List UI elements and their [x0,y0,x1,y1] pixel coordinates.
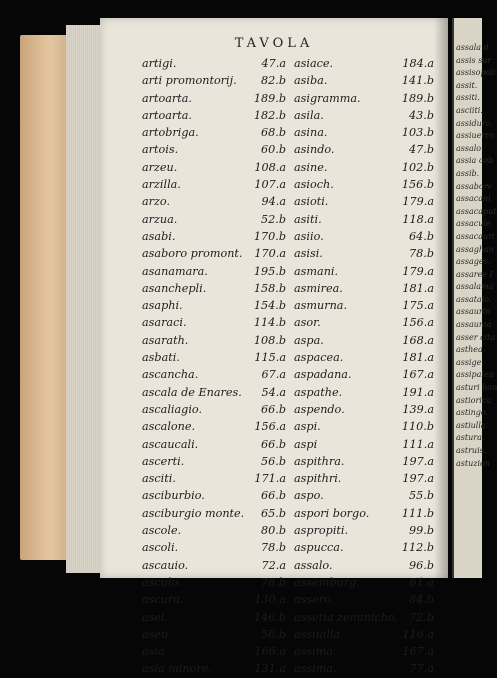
index-term: asioti. [294,195,329,209]
index-entry [294,159,434,176]
next-page-fragment: assit. [456,80,478,90]
index-page-ref: 66.b [261,489,286,503]
index-page-ref: 156.a [402,316,434,330]
next-page-fragment: assaurin [456,307,491,317]
index-entry [142,141,286,158]
index-entry [294,539,434,556]
index-page-ref: 139.a [402,402,434,416]
index-term: asmurna. [294,299,348,313]
index-entry [294,574,434,591]
index-page-ref: 141.b [401,74,434,88]
index-page-ref: 189.b [401,91,434,105]
next-page-fragment: assipalea [456,370,494,380]
index-page-ref: 171.a [254,472,286,486]
index-term: assetia zeminicho. [294,610,399,624]
index-entry [294,349,434,366]
index-entry [142,470,286,487]
index-term: ascura. [142,593,184,607]
index-page-ref: 166.a [254,645,286,659]
next-page-edge [452,18,497,578]
index-term: assima. [294,645,337,659]
index-entry [294,90,434,107]
index-entry [142,574,286,591]
index-term: asiace. [294,57,334,70]
index-page-ref: 78.b [409,247,434,261]
index-page-ref: 112.b [401,541,434,555]
index-page-ref: 167.a [402,368,434,382]
index-entry [294,297,434,314]
index-term: assiuilla. [294,627,344,641]
index-page-ref: 181.a [402,351,434,365]
index-term: asmirea. [294,281,343,295]
next-page-fragment: assiti. [456,93,480,103]
index-page-ref: 68.b [261,126,286,140]
index-entry [142,55,286,72]
index-page-ref: 80.b [261,524,286,538]
index-term: aspadana. [294,368,352,382]
index-page-ref: 130.a [254,593,286,607]
index-entry [294,487,434,504]
index-entry [294,643,434,660]
index-term: ascaliagio. [142,402,203,416]
index-term: aseu. [142,627,172,641]
index-page-ref: 102.b [401,160,434,174]
index-entry [294,470,434,487]
index-term: asbati. [142,351,180,365]
index-page-ref: 167.a [402,645,434,659]
index-term: asiio. [294,229,324,243]
next-page-fragment: assis sur [456,55,492,65]
index-entry [142,609,286,626]
index-entry [294,280,434,297]
index-entry [294,522,434,539]
next-page-fragment: assala d [456,43,489,52]
index-term: asigramma. [294,91,361,105]
index-entry [142,107,286,124]
next-page-fragment: assiduro. [456,118,493,128]
index-page-ref: 114.b [253,316,286,330]
index-entry [294,141,434,158]
index-page-ref: 66.b [261,402,286,416]
index-page-ref: 107.a [254,178,286,192]
next-page-fragment: asturi bon [456,383,497,393]
index-page-ref: 154.b [253,299,286,313]
index-page-ref: 103.b [401,126,434,140]
index-page-ref: 61.a [409,575,434,589]
index-page-ref: 181.a [402,281,434,295]
index-page-ref: 108.a [254,160,286,174]
next-page-fragment: assisopoli [456,68,496,78]
index-entry [142,401,286,418]
index-entry [142,228,286,245]
index-page-ref: 56.b [261,454,286,468]
index-term: asaraci. [142,316,187,330]
next-page-fragment: assacaput [456,206,497,216]
index-entry [142,245,286,262]
index-term: asiba. [294,74,328,88]
index-entry [142,297,286,314]
next-page-fragment: assaree I [456,269,493,279]
index-page-ref: 170.a [254,247,286,261]
index-term: aspi [294,437,318,451]
index-page-ref: 64.b [409,229,434,243]
index-page-ref: 72.b [409,610,434,624]
index-page-ref: 84.b [409,593,434,607]
index-page-ref: 189.b [253,91,286,105]
index-term: asciti. [142,472,176,486]
next-page-fragment: assabore [456,181,493,191]
next-page-fragment: assiuerro. [456,131,497,141]
index-entry [142,176,286,193]
index-entry [294,314,434,331]
index-page-ref: 179.a [402,264,434,278]
index-entry [142,626,286,643]
index-entry [142,263,286,280]
index-term: asanamara. [142,264,208,278]
index-term: aspacea. [294,351,344,365]
index-term: assemburg. [294,575,360,589]
index-entry [142,124,286,141]
index-page-ref: 99.b [409,524,434,538]
index-term: asor. [294,316,321,330]
index-term: ascala de Enares. [142,385,242,399]
index-entry [142,366,286,383]
index-entry [294,505,434,522]
index-page-ref: 94.a [261,195,286,209]
index-entry [142,314,286,331]
index-term: asaphi. [142,299,183,313]
index-entry [142,332,286,349]
index-entry [294,591,434,608]
index-entry [294,176,434,193]
index-page-ref: 65.b [261,506,286,520]
index-page-ref: 175.a [402,299,434,313]
index-term: aspa. [294,333,324,347]
index-page-ref: 156.b [401,178,434,192]
index-term: aspropiti. [294,524,349,538]
index-term: ascancha. [142,368,199,382]
index-page-ref: 52.b [261,212,286,226]
next-page-fragment: astiorica [456,395,492,405]
index-term: asila. [294,108,324,122]
index-term: assalo. [294,558,333,572]
index-term: aspucca. [294,541,344,555]
index-entry [142,591,286,608]
index-entry [294,384,434,401]
index-page-ref: 60.b [261,143,286,157]
next-page-fragments [454,18,497,470]
index-entry [142,643,286,660]
index-term: arzeu. [142,160,178,174]
index-term: asina. [294,126,328,140]
page-header: TAVOLA [234,36,314,51]
index-entry [294,332,434,349]
index-entry [294,107,434,124]
index-term: aspithra. [294,454,345,468]
index-term: asculo. [142,575,182,589]
index-term: asioch. [294,178,334,192]
next-page-fragment: assige. [456,357,484,367]
index-page-ref: 115.a [254,351,286,365]
index-term: arzilla. [142,178,181,192]
index-entry [142,522,286,539]
next-page-fragment: assaunia [456,320,492,330]
index-term: artois. [142,143,179,157]
index-page-ref: 110.b [401,420,434,434]
index-term: aspithri. [294,472,342,486]
next-page-fragment: astura. [456,433,485,443]
next-page-fragment: asciiti. [456,105,483,115]
next-page-fragment: assia cob [456,156,494,166]
index-page-ref: 170.b [253,229,286,243]
next-page-fragment: assacani [456,194,491,204]
index-term: aspo. [294,489,324,503]
index-page-ref: 118.a [402,212,434,226]
index-page-ref: 195.b [253,264,286,278]
index-term: asia minore. [142,662,212,676]
index-term: ascaucali. [142,437,199,451]
index-entry [142,159,286,176]
book-page [100,18,448,676]
index-term: asine. [294,160,328,174]
index-page-ref: 66.b [261,437,286,451]
index-page-ref: 72.a [261,558,286,572]
index-column-left [142,55,286,678]
index-entry [142,72,286,89]
index-entry [294,263,434,280]
index-term: aspori borgo. [294,506,370,520]
next-page-fragment: astingo. [456,408,489,418]
index-term: ascole. [142,524,182,538]
index-page-ref: 197.a [402,454,434,468]
next-page-fragment: assaghan [456,244,494,254]
index-entry [142,453,286,470]
index-term: asciburbio. [142,489,205,503]
index-term: asabi. [142,229,176,243]
index-entry [142,384,286,401]
next-page-fragment: assacauri [456,231,495,241]
index-page-ref: 56.b [261,627,286,641]
next-page-fragment: astruis. [456,446,487,455]
index-term: artoarta. [142,108,192,122]
index-page-ref: 78.b [261,541,286,555]
index-entry [294,609,434,626]
index-page-ref: 54.a [261,385,286,399]
index-term: asanchepli. [142,281,207,295]
index-entry [142,349,286,366]
index-term: arti promontorij. [142,74,237,88]
next-page-fragment: assages. [456,257,491,267]
index-term: asia. [142,645,169,659]
index-page-ref: 47.a [261,57,286,70]
index-term: assero. [294,593,335,607]
index-page-ref: 116.a [402,627,434,641]
index-entry [142,487,286,504]
next-page-fragment: astuzion [456,458,490,468]
index-page-ref: 111.a [402,437,434,451]
index-term: arzua. [142,212,178,226]
index-term: artigi. [142,57,177,70]
index-entry [142,557,286,574]
index-page-ref: 182.b [253,108,286,122]
index-page-ref: 111.b [401,506,434,520]
next-page-fragment: assalo. [456,143,484,153]
index-term: asindo. [294,143,335,157]
index-entry [294,193,434,210]
index-entry [294,401,434,418]
index-entry [142,660,286,677]
index-term: asciburgio monte. [142,506,245,520]
index-term: ascerti. [142,454,185,468]
index-entry [294,453,434,470]
page-edge-shadow [434,18,448,578]
index-term: asiti. [294,212,322,226]
index-entry [142,193,286,210]
index-entry [294,626,434,643]
next-page-fragment: assib. [456,168,480,178]
index-entry [142,280,286,297]
index-entry [294,557,434,574]
index-column-right [294,55,434,678]
index-entry [294,660,434,677]
index-entry [294,72,434,89]
index-entry [294,55,434,72]
index-page-ref: 131.a [254,662,286,676]
index-page-ref: 67.a [261,368,286,382]
index-entry [294,366,434,383]
next-page-fragment: assalama [456,282,494,292]
index-page-ref: 184.a [402,57,434,70]
index-term: ascauio. [142,558,189,572]
next-page-fragment: asthea. [456,345,486,355]
index-page-ref: 96.b [409,558,434,572]
index-term: aspi. [294,420,321,434]
index-page-ref: 156.a [254,420,286,434]
index-term: asei. [142,610,169,624]
index-page-ref: 82.b [261,74,286,88]
index-entry [294,418,434,435]
next-page-fragment: asser cita [456,332,496,342]
index-page-ref: 77.a [409,662,434,676]
index-page-ref: 78.b [261,575,286,589]
index-term: aspathe. [294,385,343,399]
index-page-ref: 55.b [409,489,434,503]
index-term: asaboro promont. [142,247,243,261]
index-entry [142,418,286,435]
index-entry [142,90,286,107]
index-term: asarath. [142,333,189,347]
index-term: artoarta. [142,91,192,105]
index-entry [142,505,286,522]
index-term: aspendo. [294,402,345,416]
index-term: artobriga. [142,126,199,140]
index-entry [294,211,434,228]
next-page-fragment: assacule. [456,219,494,229]
index-entry [294,436,434,453]
index-entry [294,228,434,245]
index-term: arzo. [142,195,171,209]
index-entry [142,539,286,556]
index-term: ascoli. [142,541,179,555]
index-page-ref: 158.b [253,281,286,295]
index-term: asmani. [294,264,339,278]
index-page-ref: 43.b [409,108,434,122]
index-page-ref: 197.a [402,472,434,486]
index-term: asisi. [294,247,323,261]
index-page-ref: 47.b [409,143,434,157]
index-page-ref: 191.a [402,385,434,399]
next-page-fragment: astiulla. [456,420,489,430]
index-entry [142,211,286,228]
index-entry [142,436,286,453]
index-page-ref: 168.a [402,333,434,347]
index-term: assima. [294,662,337,676]
next-page-fragment: assataio. [456,294,492,304]
index-page-ref: 179.a [402,195,434,209]
index-term: ascalone. [142,420,196,434]
index-page-ref: 146.b [253,610,286,624]
index-entry [294,124,434,141]
index-entry [294,245,434,262]
index-page-ref: 108.b [253,333,286,347]
